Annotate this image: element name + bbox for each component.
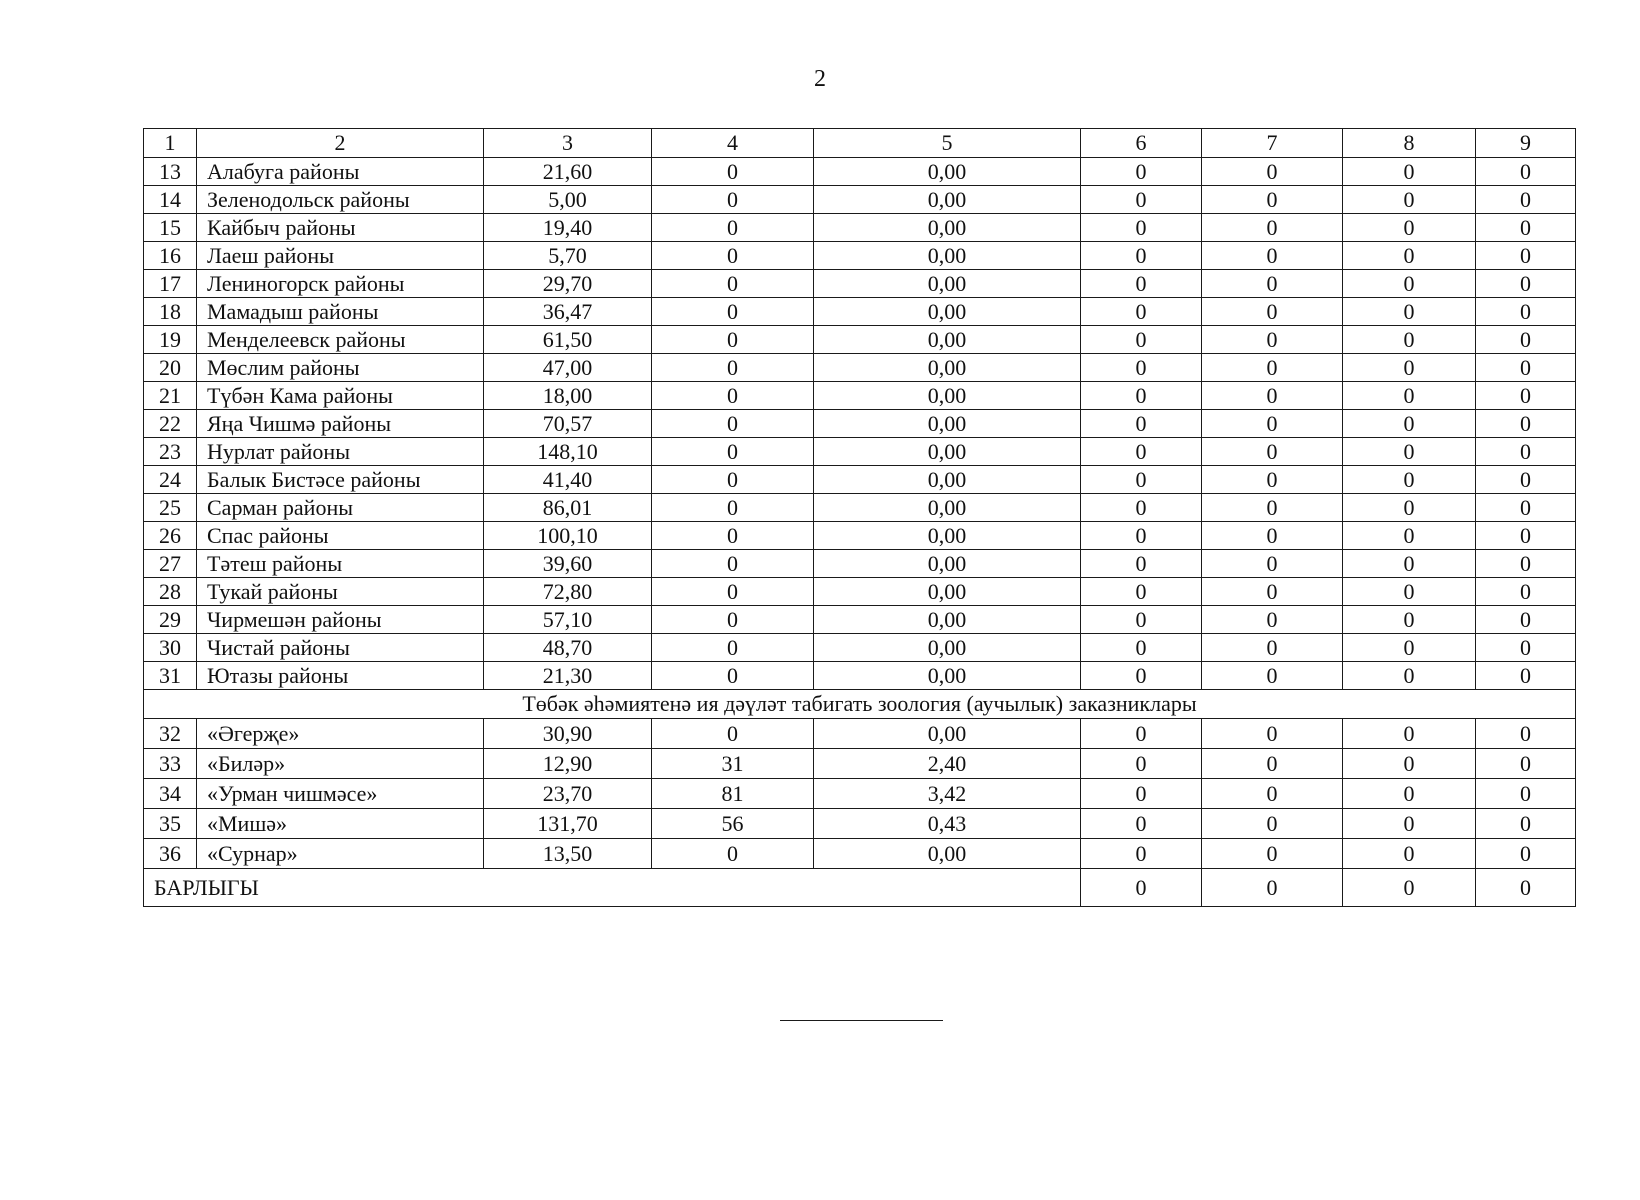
district-row — [144, 326, 1576, 354]
value-cell: 0 — [1476, 779, 1576, 809]
district-row — [144, 298, 1576, 326]
share-cell: 0,00 — [814, 410, 1081, 438]
share-cell: 2,40 — [814, 749, 1081, 779]
value-cell: 0 — [1202, 214, 1343, 242]
value-cell: 0 — [1081, 719, 1202, 749]
reserve-row — [144, 809, 1576, 839]
row-number-cell: 30 — [144, 634, 197, 662]
row-number-cell: 32 — [144, 719, 197, 749]
name-cell: «Мишә» — [197, 809, 484, 839]
area-cell: 72,80 — [484, 578, 652, 606]
value-cell: 0 — [1343, 354, 1476, 382]
count-cell: 0 — [652, 270, 814, 298]
name-cell: Зеленодольск районы — [197, 186, 484, 214]
value-cell: 0 — [1343, 214, 1476, 242]
value-cell: 0 — [1081, 326, 1202, 354]
share-cell: 0,00 — [814, 382, 1081, 410]
row-number-cell: 16 — [144, 242, 197, 270]
value-cell: 0 — [1476, 410, 1576, 438]
area-cell: 23,70 — [484, 779, 652, 809]
value-cell: 0 — [1202, 158, 1343, 186]
value-cell: 0 — [1202, 186, 1343, 214]
value-cell: 0 — [1476, 749, 1576, 779]
district-row — [144, 382, 1576, 410]
count-cell: 0 — [652, 158, 814, 186]
value-cell: 0 — [1202, 242, 1343, 270]
share-cell: 0,00 — [814, 354, 1081, 382]
value-cell: 0 — [1081, 550, 1202, 578]
value-cell: 0 — [1081, 158, 1202, 186]
column-number: 1 — [144, 129, 197, 158]
count-cell: 0 — [652, 719, 814, 749]
value-cell: 0 — [1202, 749, 1343, 779]
value-cell: 0 — [1343, 578, 1476, 606]
name-cell: «Урман чишмәсе» — [197, 779, 484, 809]
area-cell: 148,10 — [484, 438, 652, 466]
value-cell: 0 — [1202, 466, 1343, 494]
count-cell: 0 — [652, 522, 814, 550]
district-row — [144, 634, 1576, 662]
value-cell: 0 — [1476, 494, 1576, 522]
row-number-cell: 36 — [144, 839, 197, 869]
area-cell: 47,00 — [484, 354, 652, 382]
value-cell: 0 — [1343, 839, 1476, 869]
share-cell: 0,00 — [814, 214, 1081, 242]
value-cell: 0 — [1476, 578, 1576, 606]
name-cell: Мамадыш районы — [197, 298, 484, 326]
page-number: 2 — [814, 66, 826, 92]
share-cell: 0,00 — [814, 242, 1081, 270]
share-cell: 0,00 — [814, 550, 1081, 578]
value-cell: 0 — [1343, 410, 1476, 438]
count-cell: 0 — [652, 839, 814, 869]
name-cell: Балык Бистәсе районы — [197, 466, 484, 494]
count-cell: 0 — [652, 466, 814, 494]
count-cell: 0 — [652, 662, 814, 690]
reserve-row — [144, 839, 1576, 869]
value-cell: 0 — [1081, 382, 1202, 410]
name-cell: Менделеевск районы — [197, 326, 484, 354]
district-row — [144, 158, 1576, 186]
value-cell: 0 — [1202, 662, 1343, 690]
value-cell: 0 — [1343, 749, 1476, 779]
total-value-cell: 0 — [1081, 869, 1202, 907]
share-cell: 0,00 — [814, 466, 1081, 494]
value-cell: 0 — [1081, 662, 1202, 690]
row-number-cell: 34 — [144, 779, 197, 809]
column-number: 8 — [1343, 129, 1476, 158]
count-cell: 0 — [652, 494, 814, 522]
name-cell: Чистай районы — [197, 634, 484, 662]
district-row — [144, 438, 1576, 466]
district-row — [144, 466, 1576, 494]
value-cell: 0 — [1202, 719, 1343, 749]
reserve-row — [144, 779, 1576, 809]
value-cell: 0 — [1343, 634, 1476, 662]
share-cell: 0,00 — [814, 494, 1081, 522]
value-cell: 0 — [1476, 839, 1576, 869]
value-cell: 0 — [1343, 270, 1476, 298]
value-cell: 0 — [1476, 522, 1576, 550]
value-cell: 0 — [1081, 779, 1202, 809]
area-cell: 18,00 — [484, 382, 652, 410]
name-cell: «Әгерҗе» — [197, 719, 484, 749]
count-cell: 81 — [652, 779, 814, 809]
value-cell: 0 — [1343, 298, 1476, 326]
count-cell: 0 — [652, 214, 814, 242]
value-cell: 0 — [1202, 634, 1343, 662]
value-cell: 0 — [1081, 186, 1202, 214]
value-cell: 0 — [1343, 779, 1476, 809]
district-row — [144, 522, 1576, 550]
value-cell: 0 — [1202, 382, 1343, 410]
value-cell: 0 — [1081, 242, 1202, 270]
share-cell: 0,00 — [814, 326, 1081, 354]
area-cell: 5,00 — [484, 186, 652, 214]
value-cell: 0 — [1202, 779, 1343, 809]
district-row — [144, 186, 1576, 214]
value-cell: 0 — [1343, 809, 1476, 839]
value-cell: 0 — [1202, 550, 1343, 578]
value-cell: 0 — [1202, 298, 1343, 326]
row-number-cell: 19 — [144, 326, 197, 354]
row-number-cell: 29 — [144, 606, 197, 634]
district-row — [144, 270, 1576, 298]
value-cell: 0 — [1202, 839, 1343, 869]
share-cell: 0,00 — [814, 662, 1081, 690]
name-cell: Сарман районы — [197, 494, 484, 522]
value-cell: 0 — [1343, 719, 1476, 749]
share-cell: 0,00 — [814, 606, 1081, 634]
total-value-cell: 0 — [1343, 869, 1476, 907]
district-row — [144, 410, 1576, 438]
value-cell: 0 — [1476, 214, 1576, 242]
row-number-cell: 31 — [144, 662, 197, 690]
row-number-cell: 20 — [144, 354, 197, 382]
value-cell: 0 — [1343, 606, 1476, 634]
district-row — [144, 550, 1576, 578]
name-cell: Нурлат районы — [197, 438, 484, 466]
value-cell: 0 — [1202, 410, 1343, 438]
value-cell: 0 — [1081, 809, 1202, 839]
area-cell: 39,60 — [484, 550, 652, 578]
area-cell: 41,40 — [484, 466, 652, 494]
value-cell: 0 — [1202, 578, 1343, 606]
value-cell: 0 — [1202, 809, 1343, 839]
row-number-cell: 35 — [144, 809, 197, 839]
value-cell: 0 — [1081, 270, 1202, 298]
value-cell: 0 — [1343, 158, 1476, 186]
value-cell: 0 — [1343, 662, 1476, 690]
value-cell: 0 — [1343, 522, 1476, 550]
area-cell: 131,70 — [484, 809, 652, 839]
area-cell: 30,90 — [484, 719, 652, 749]
value-cell: 0 — [1081, 438, 1202, 466]
count-cell: 0 — [652, 382, 814, 410]
value-cell: 0 — [1202, 606, 1343, 634]
value-cell: 0 — [1202, 354, 1343, 382]
count-cell: 0 — [652, 326, 814, 354]
share-cell: 0,00 — [814, 522, 1081, 550]
column-number: 6 — [1081, 129, 1202, 158]
share-cell: 0,00 — [814, 719, 1081, 749]
area-cell: 100,10 — [484, 522, 652, 550]
district-row — [144, 494, 1576, 522]
share-cell: 0,00 — [814, 158, 1081, 186]
column-number: 9 — [1476, 129, 1576, 158]
share-cell: 0,00 — [814, 186, 1081, 214]
value-cell: 0 — [1476, 634, 1576, 662]
share-cell: 0,43 — [814, 809, 1081, 839]
value-cell: 0 — [1476, 606, 1576, 634]
end-of-document-rule — [780, 1020, 943, 1021]
name-cell: Яңа Чишмә районы — [197, 410, 484, 438]
value-cell: 0 — [1476, 186, 1576, 214]
count-cell: 0 — [652, 634, 814, 662]
name-cell: Мөслим районы — [197, 354, 484, 382]
row-number-cell: 18 — [144, 298, 197, 326]
share-cell: 0,00 — [814, 270, 1081, 298]
area-cell: 19,40 — [484, 214, 652, 242]
name-cell: Түбән Кама районы — [197, 382, 484, 410]
row-number-cell: 21 — [144, 382, 197, 410]
name-cell: Алабуга районы — [197, 158, 484, 186]
value-cell: 0 — [1476, 466, 1576, 494]
name-cell: «Сурнар» — [197, 839, 484, 869]
name-cell: Спас районы — [197, 522, 484, 550]
value-cell: 0 — [1081, 839, 1202, 869]
row-number-cell: 33 — [144, 749, 197, 779]
value-cell: 0 — [1476, 662, 1576, 690]
total-row — [144, 869, 1576, 907]
share-cell: 0,00 — [814, 839, 1081, 869]
row-number-cell: 27 — [144, 550, 197, 578]
value-cell: 0 — [1343, 382, 1476, 410]
area-cell: 13,50 — [484, 839, 652, 869]
row-number-cell: 22 — [144, 410, 197, 438]
district-row — [144, 662, 1576, 690]
name-cell: Чирмешән районы — [197, 606, 484, 634]
count-cell: 0 — [652, 186, 814, 214]
name-cell: Кайбыч районы — [197, 214, 484, 242]
row-number-cell: 15 — [144, 214, 197, 242]
column-number: 3 — [484, 129, 652, 158]
row-number-cell: 17 — [144, 270, 197, 298]
value-cell: 0 — [1202, 438, 1343, 466]
area-cell: 70,57 — [484, 410, 652, 438]
value-cell: 0 — [1476, 270, 1576, 298]
name-cell: Ютазы районы — [197, 662, 484, 690]
row-number-cell: 25 — [144, 494, 197, 522]
reserve-row — [144, 719, 1576, 749]
column-number-row — [144, 129, 1576, 158]
area-cell: 21,30 — [484, 662, 652, 690]
district-row — [144, 578, 1576, 606]
section-heading-row — [144, 690, 1576, 719]
table-body — [144, 129, 1576, 907]
total-value-cell: 0 — [1476, 869, 1576, 907]
value-cell: 0 — [1081, 354, 1202, 382]
share-cell: 0,00 — [814, 438, 1081, 466]
count-cell: 0 — [652, 242, 814, 270]
allocation-table — [143, 128, 1576, 907]
area-cell: 12,90 — [484, 749, 652, 779]
value-cell: 0 — [1081, 606, 1202, 634]
total-value-cell: 0 — [1202, 869, 1343, 907]
row-number-cell: 28 — [144, 578, 197, 606]
count-cell: 0 — [652, 438, 814, 466]
count-cell: 0 — [652, 578, 814, 606]
row-number-cell: 13 — [144, 158, 197, 186]
column-number: 4 — [652, 129, 814, 158]
value-cell: 0 — [1081, 578, 1202, 606]
area-cell: 48,70 — [484, 634, 652, 662]
column-number: 7 — [1202, 129, 1343, 158]
value-cell: 0 — [1202, 270, 1343, 298]
district-row — [144, 242, 1576, 270]
value-cell: 0 — [1476, 382, 1576, 410]
count-cell: 0 — [652, 606, 814, 634]
area-cell: 61,50 — [484, 326, 652, 354]
section-heading: Төбәк әһәмиятенә ия дәүләт табигать зоология (аучылык) заказниклары — [144, 690, 1576, 719]
column-number: 2 — [197, 129, 484, 158]
value-cell: 0 — [1202, 494, 1343, 522]
row-number-cell: 23 — [144, 438, 197, 466]
area-cell: 21,60 — [484, 158, 652, 186]
value-cell: 0 — [1476, 354, 1576, 382]
name-cell: Тукай районы — [197, 578, 484, 606]
row-number-cell: 26 — [144, 522, 197, 550]
value-cell: 0 — [1202, 326, 1343, 354]
value-cell: 0 — [1081, 410, 1202, 438]
name-cell: Тәтеш районы — [197, 550, 484, 578]
district-row — [144, 354, 1576, 382]
value-cell: 0 — [1081, 298, 1202, 326]
value-cell: 0 — [1343, 186, 1476, 214]
value-cell: 0 — [1476, 326, 1576, 354]
count-cell: 0 — [652, 550, 814, 578]
value-cell: 0 — [1081, 522, 1202, 550]
share-cell: 3,42 — [814, 779, 1081, 809]
total-label: БАРЛЫГЫ — [144, 869, 1081, 907]
district-row — [144, 606, 1576, 634]
value-cell: 0 — [1476, 242, 1576, 270]
value-cell: 0 — [1343, 466, 1476, 494]
value-cell: 0 — [1476, 158, 1576, 186]
value-cell: 0 — [1343, 326, 1476, 354]
value-cell: 0 — [1081, 749, 1202, 779]
reserve-row — [144, 749, 1576, 779]
name-cell: Лаеш районы — [197, 242, 484, 270]
value-cell: 0 — [1081, 494, 1202, 522]
count-cell: 31 — [652, 749, 814, 779]
value-cell: 0 — [1081, 466, 1202, 494]
share-cell: 0,00 — [814, 578, 1081, 606]
area-cell: 29,70 — [484, 270, 652, 298]
value-cell: 0 — [1476, 809, 1576, 839]
column-number: 5 — [814, 129, 1081, 158]
name-cell: «Биләр» — [197, 749, 484, 779]
count-cell: 56 — [652, 809, 814, 839]
area-cell: 86,01 — [484, 494, 652, 522]
value-cell: 0 — [1343, 550, 1476, 578]
value-cell: 0 — [1343, 242, 1476, 270]
row-number-cell: 24 — [144, 466, 197, 494]
name-cell: Лениногорск районы — [197, 270, 484, 298]
value-cell: 0 — [1343, 438, 1476, 466]
count-cell: 0 — [652, 298, 814, 326]
value-cell: 0 — [1202, 522, 1343, 550]
row-number-cell: 14 — [144, 186, 197, 214]
value-cell: 0 — [1476, 438, 1576, 466]
district-row — [144, 214, 1576, 242]
area-cell: 57,10 — [484, 606, 652, 634]
value-cell: 0 — [1476, 298, 1576, 326]
count-cell: 0 — [652, 354, 814, 382]
value-cell: 0 — [1343, 494, 1476, 522]
share-cell: 0,00 — [814, 634, 1081, 662]
value-cell: 0 — [1476, 550, 1576, 578]
area-cell: 5,70 — [484, 242, 652, 270]
area-cell: 36,47 — [484, 298, 652, 326]
value-cell: 0 — [1476, 719, 1576, 749]
value-cell: 0 — [1081, 214, 1202, 242]
share-cell: 0,00 — [814, 298, 1081, 326]
count-cell: 0 — [652, 410, 814, 438]
value-cell: 0 — [1081, 634, 1202, 662]
